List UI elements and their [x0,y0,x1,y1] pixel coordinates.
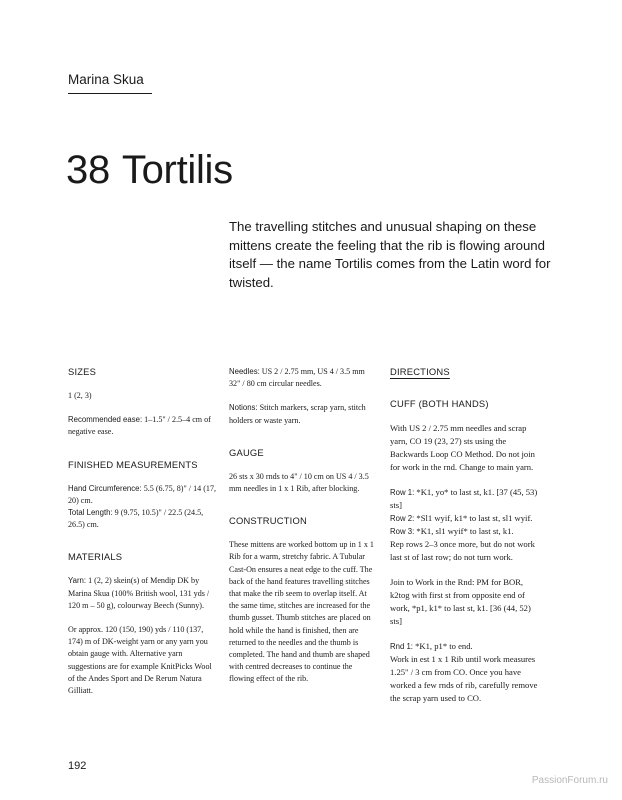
rnd-rib-text: Work in est 1 x 1 Rib until work measures 1.25" / 3 cm from CO. Once you have worked a few rnds of rib, carefully remove the scrap yarn used to CO. [390,654,538,703]
watermark: PassionForum.ru [531,775,608,786]
needles-paragraph [229,366,377,390]
ease-paragraph [68,414,216,438]
row1-text: *K1, yo* to last st, k1. [37 (45, 53) sts] [390,487,538,510]
yarn-alternative-paragraph: Or approx. 120 (150, 190) yds / 110 (137, 174) m of DK-weight yarn or any yarn you obtain gauge with. Alternative yarn suggestions are for example KnitPicks Wool of the Andes Sport and De Rerum Natura Gilliatt. [68,625,212,696]
hand-text: 5.5 (6.75, 8)" / 14 (17, 20) cm. [68,483,217,505]
yarn-label: Yarn: [68,576,87,586]
row2-label: Row 2: [390,514,415,523]
construction-text: These mittens are worked bottom up in 1 x 1 Rib for a warm, stretchy fabric. A Tubular Cast-On ensures a neat edge to the cuff. The back of the hand features travelling stitches that make the rib seem to overlap itself. At the same time, stitches are increased for the thumb gusset. Thumb stitches are placed on hold while the hand is finished, then are returned to the needles and the thumb is completed. The hand and thumb are shaped with centred decreases to continue the flowing effect of the rib. [229,540,374,684]
notions-label: Notions: [229,403,258,413]
column-1 [68,366,216,697]
directions-heading: DIRECTIONS [390,366,450,377]
ease-text: 1–1.5" / 2.5–4 cm of negative ease. [68,415,211,437]
length-label: Total Length: [68,508,113,518]
intro-paragraph: The travelling stitches and unusual shaping on these mittens create the feeling that the rib is flowing around itself — the name Tortilis comes from the Latin word for twisted. [229,219,551,290]
needles-text: US 2 / 2.75 mm, US 4 / 3.5 mm 32" / 80 cm circular needles. [229,367,365,389]
materials-heading: MATERIALS [68,551,123,563]
length-text: 9 (9.75, 10.5)" / 22.5 (24.5, 26.5) cm. [68,508,204,530]
pattern-title [66,150,233,190]
rnd1-text: *K1, p1* to end. [412,641,473,651]
ease-label: Recommended ease: [68,415,143,425]
author-name: Marina Skua [68,72,144,87]
row-repeat-text: Rep rows 2–3 once more, but do not work last st of last row; do not turn work. [390,539,535,562]
row3-label: Row 3: [390,527,415,536]
rnd1-label: Rnd 1: [390,642,413,651]
column-2 [229,366,377,686]
finished-measurements-heading: FINISHED MEASUREMENTS [68,458,198,470]
author-underline [68,93,152,94]
cuff-heading: CUFF (BOTH HANDS) [390,398,489,409]
sizes-text: 1 (2, 3) [68,391,92,400]
row1-label: Row 1: [390,488,415,497]
row3-text: *K1, sl1 wyif* to last st, k1. [414,526,514,536]
join-paragraph: Join to Work in the Rnd: PM for BOR, k2tog with first st from opposite end of work, *p1, k1* to last st, k1. [36 (44, 52) sts] [390,577,531,626]
pattern-number: 38 [66,148,110,192]
cuff-intro: With US 2 / 2.75 mm needles and scrap yarn, CO 19 (23, 27) sts using the Backwards Loop CO Method. Do not join for work in the rnd. Change to main yarn. [390,423,535,472]
row2-text: *Sl1 wyif, k1* to last st, sl1 wyif. [414,513,533,523]
gauge-heading: GAUGE [229,446,264,458]
notions-paragraph [229,402,377,426]
row3-paragraph [390,525,540,538]
hand-label: Hand Circumference: [68,483,142,493]
row1-paragraph [390,486,540,512]
pattern-name: Tortilis [121,148,233,192]
gauge-text: 26 sts x 30 rnds to 4" / 10 cm on US 4 / 3.5 mm needles in 1 x 1 Rib, after blocking. [229,471,369,494]
construction-heading: CONSTRUCTION [229,515,307,527]
row2-paragraph [390,512,540,525]
rnd1-paragraph [390,640,540,653]
sizes-heading: SIZES [68,366,97,377]
notions-text: Stitch markers, scrap yarn, stitch holders or waste yarn. [229,403,366,425]
length-paragraph [68,507,216,531]
yarn-paragraph [68,575,216,612]
hand-paragraph [68,483,216,507]
column-3 [390,366,540,705]
yarn-text: 1 (2, 2) skein(s) of Mendip DK by Marina Skua (100% British wool, 131 yds / 120 m – 50 g), colourway Beech (Sunny). [68,576,210,610]
page-number: 192 [68,760,87,772]
needles-label: Needles: [229,367,260,376]
